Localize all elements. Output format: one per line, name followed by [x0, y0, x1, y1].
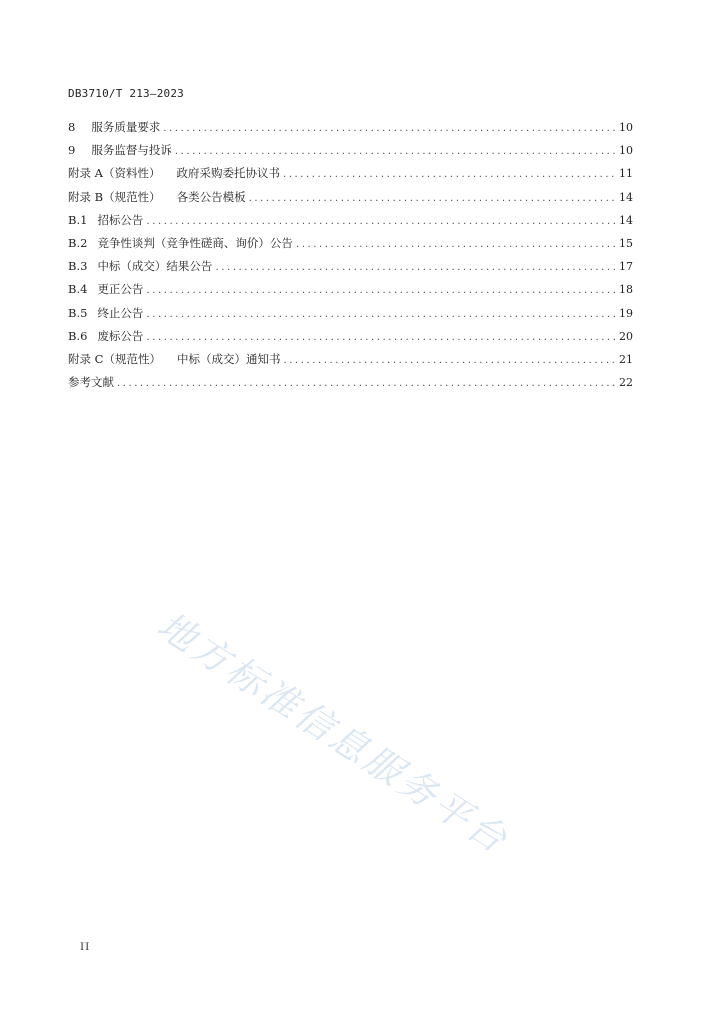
toc-page-number: 10: [619, 121, 633, 134]
toc-number: 8: [68, 120, 76, 134]
toc-leader: [296, 233, 616, 256]
toc-title: 中标（成交）通知书: [176, 351, 281, 366]
document-code: DB3710/T 213—2023: [68, 87, 184, 100]
toc-entry-b5[interactable]: [68, 302, 633, 325]
toc-page-number: 19: [619, 306, 633, 320]
toc-number: B.4: [68, 282, 88, 297]
toc-leader: [146, 210, 616, 233]
toc-page-number: 14: [619, 190, 633, 204]
toc-number: 附录 C（规范性）: [68, 351, 161, 366]
toc-title: 服务质量要求: [91, 120, 161, 134]
page-number: II: [80, 941, 91, 953]
toc-leader: [163, 117, 616, 140]
watermark: 地方标准信息服务平台: [149, 603, 517, 863]
table-of-contents: [68, 116, 633, 394]
toc-page-number: 10: [619, 144, 633, 158]
toc-number: B.6: [68, 328, 88, 343]
toc-entry-b1[interactable]: [68, 209, 633, 232]
toc-leader: [249, 187, 616, 210]
toc-page-number: 14: [619, 213, 633, 227]
toc-leader: [117, 372, 616, 395]
toc-title: 中标（成交）结果公告: [97, 259, 213, 274]
toc-number: 附录 A（资料性）: [68, 166, 161, 181]
toc-page-number: 15: [619, 236, 633, 250]
toc-entry-appendix-b[interactable]: [68, 186, 633, 209]
toc-entry-b2[interactable]: [68, 232, 633, 255]
toc-page-number: 20: [619, 329, 633, 343]
toc-leader: [215, 256, 616, 279]
toc-title: 废标公告: [97, 328, 144, 343]
toc-title: 政府采购委托协议书: [176, 166, 280, 181]
toc-number: B.2: [68, 235, 88, 250]
toc-entry-b4[interactable]: [68, 278, 633, 301]
toc-entry-9[interactable]: [68, 139, 633, 162]
toc-number: 9: [68, 143, 76, 158]
toc-page-number: 22: [619, 376, 633, 390]
toc-title: 各类公告模板: [176, 189, 246, 204]
toc-page-number: 21: [619, 352, 633, 366]
toc-title: 更正公告: [97, 282, 144, 297]
toc-leader: [146, 326, 616, 349]
toc-page-number: 17: [619, 260, 633, 274]
toc-number: 附录 B（规范性）: [68, 189, 161, 204]
toc-leader: [283, 349, 616, 372]
toc-entry-appendix-c[interactable]: [68, 348, 633, 371]
toc-title: 终止公告: [97, 305, 144, 320]
toc-entry-references[interactable]: [68, 371, 633, 394]
toc-page-number: 11: [619, 167, 633, 181]
toc-entry-b6[interactable]: [68, 325, 633, 348]
toc-leader: [146, 279, 616, 302]
toc-leader: [146, 303, 616, 326]
toc-number: B.5: [68, 305, 88, 320]
toc-leader: [283, 163, 616, 186]
toc-number: B.3: [68, 259, 88, 274]
toc-entry-b3[interactable]: [68, 255, 633, 278]
toc-number: B.1: [68, 212, 88, 227]
toc-entry-8[interactable]: [68, 116, 633, 139]
toc-entry-appendix-a[interactable]: [68, 162, 633, 185]
toc-title: 服务监督与投诉: [91, 143, 172, 158]
toc-leader: [175, 140, 616, 163]
toc-title: 竞争性谈判（竞争性磋商、询价）公告: [97, 235, 293, 250]
toc-title: 参考文献: [68, 375, 114, 390]
toc-title: 招标公告: [97, 212, 144, 227]
toc-page-number: 18: [619, 283, 633, 297]
